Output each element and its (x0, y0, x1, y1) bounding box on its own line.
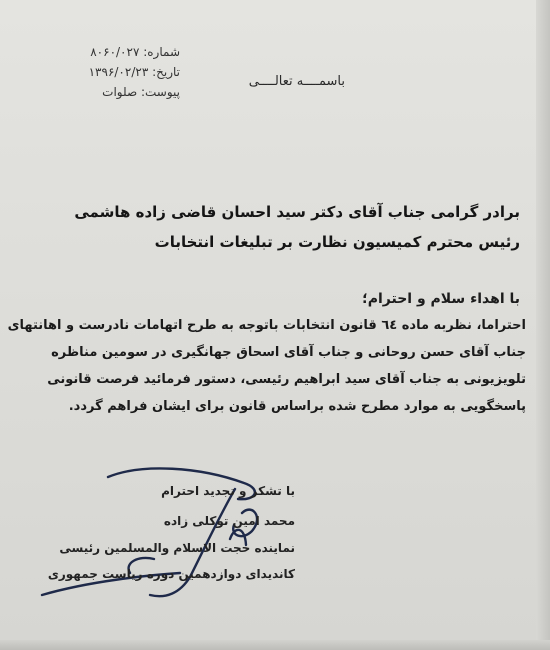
letter-metadata (30, 42, 180, 102)
sender-name: محمد امین توکلی زاده (163, 514, 295, 528)
closing-regards: با تشکر و تجدید احترام (161, 484, 295, 498)
letter-number: شماره: ۸۰۶۰/۰۲۷ (90, 45, 180, 59)
body-line: جناب آقای حسن روحانی و جناب آقای اسحاق جهانگیری در سومین مناظره (51, 345, 526, 360)
sender-affiliation: کاندیدای دوازدهمین دوره ریاست جمهوری (47, 567, 295, 581)
page-edge-right (536, 0, 550, 650)
page-edge-bottom (0, 640, 550, 650)
recipient-title: رئیس محترم کمیسیون نظارت بر تبلیغات انتخابات (154, 233, 520, 251)
greeting: با اهداء سلام و احترام؛ (362, 291, 520, 307)
letter-date: تاریخ: ۱۳۹۶/۰۲/۲۳ (88, 65, 180, 79)
signature-icon (30, 455, 270, 605)
letter-heading: باسمــــه تعالــــی (248, 74, 345, 89)
body-line: تلویزیونی به جناب آقای سید ابراهیم رئیسی، دستور فرمائید فرصت قانونی (47, 372, 526, 387)
letter-attachment: پیوست: صلوات (102, 85, 180, 99)
body-line: پاسخگویی به موارد مطرح شده براساس قانون برای ایشان فراهم گردد. (68, 399, 526, 414)
sender-role: نماینده حجت الاسلام والمسلمین رئیسی (59, 541, 295, 555)
body-line: احتراما، نظربه ماده ٦٤ قانون انتخابات باتوجه به طرح اتهامات نادرست و اهانتهای (7, 318, 526, 333)
recipient-name: برادر گرامی جناب آقای دکتر سید احسان قاضی زاده هاشمی (74, 203, 520, 221)
